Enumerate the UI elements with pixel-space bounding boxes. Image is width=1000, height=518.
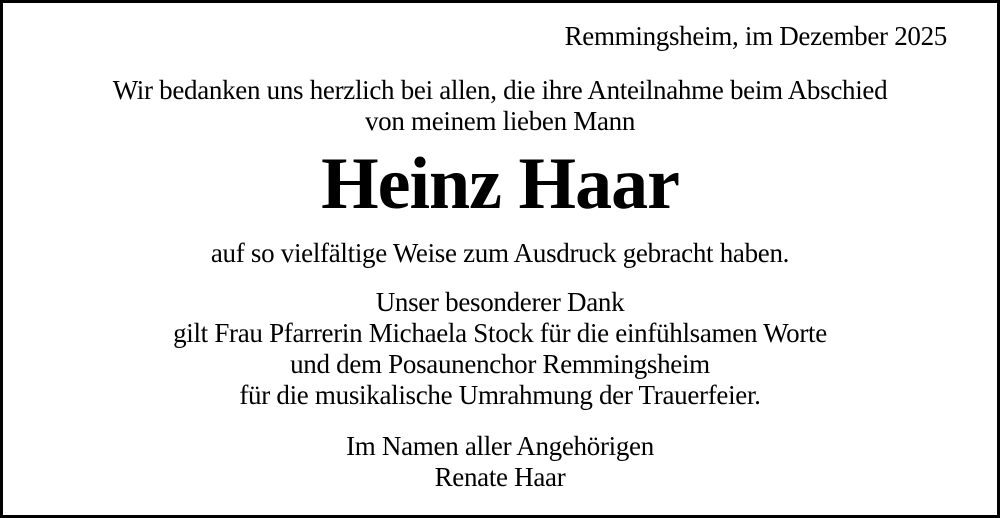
intro-paragraph xyxy=(3,75,997,137)
intro-line-2: von meinem lieben Mann xyxy=(364,106,636,136)
closing-line: Im Namen aller Angehörigen xyxy=(346,431,654,461)
thanks-line-3: und dem Posaunenchor Remmingsheim xyxy=(290,349,710,379)
intro-line-1: Wir bedanken uns herzlich bei allen, die ihre Anteilnahme beim Abschied xyxy=(112,75,888,105)
thanks-line-4: für die musikalische Umrahmung der Trauerfeier. xyxy=(239,380,761,410)
thanks-line-1: Unser besonderer Dank xyxy=(375,287,625,317)
signature-name: Renate Haar xyxy=(434,462,566,492)
after-name-line: auf so vielfältige Weise zum Ausdruck gebracht haben. xyxy=(210,238,790,268)
closing-paragraph xyxy=(3,431,997,493)
thanks-line-2: gilt Frau Pfarrerin Michaela Stock für die einfühlsamen Worte xyxy=(173,318,827,348)
deceased-name: Heinz Haar xyxy=(321,143,679,225)
thanks-paragraph xyxy=(3,287,997,411)
dateline: Remmingsheim, im Dezember 2025 xyxy=(564,21,947,51)
